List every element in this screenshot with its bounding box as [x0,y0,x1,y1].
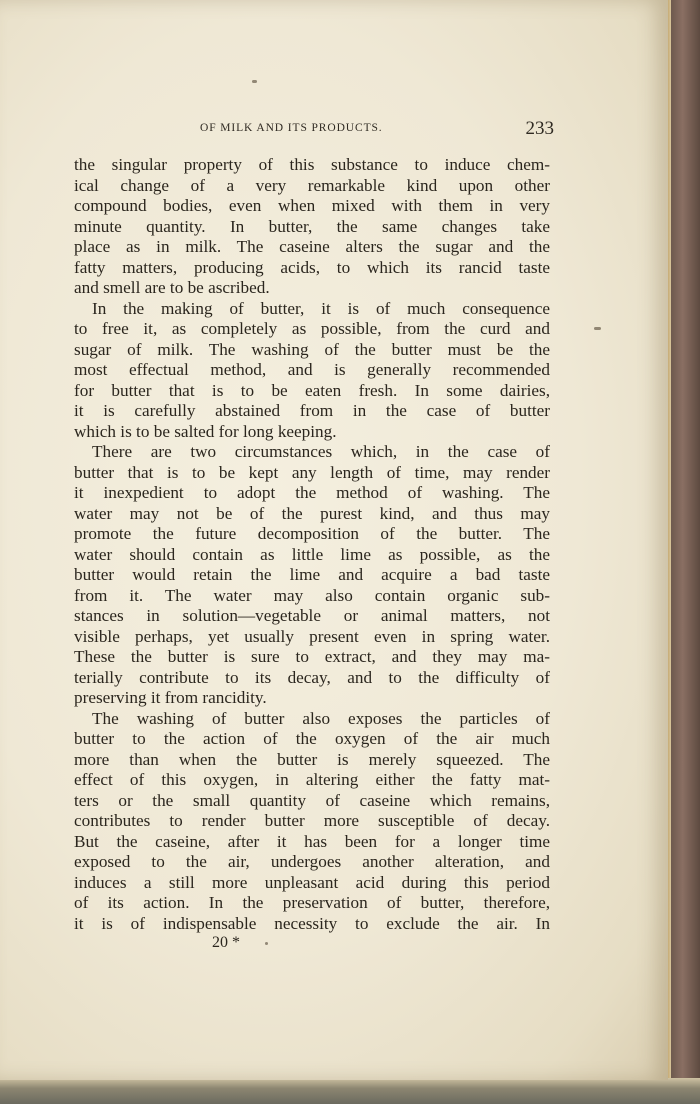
text-line: and smell are to be ascribed. [74,278,270,297]
text-line: terially contribute to its decay, and to the difficulty of [74,667,550,687]
paper-speck [252,80,257,83]
text-line: butter that is to be kept any length of time, may render [74,462,550,482]
running-head [200,120,560,142]
page-number: 233 [525,118,554,139]
text-line: to free it, as completely as possible, from the curd and [74,319,550,338]
text-line: ical change of a very remarkable kind upon other [74,175,550,195]
text-line: of its action. In the preservation of butter, therefore, [74,893,550,912]
text-line: minute quantity. In butter, the same changes take [74,216,550,236]
text-line: most effectual method, and is generally recommended [74,360,550,379]
text-line: promote the future decomposition of the butter. The [74,524,550,543]
text-line: place as in milk. The caseine alters the sugar and the [74,237,550,256]
text-line: which is to be salted for long keeping. [74,421,337,441]
text-line: water may not be of the purest kind, and thus may [74,503,550,523]
paper-speck [594,327,601,330]
text-line: The washing of butter also exposes the particles of [92,708,550,728]
signature-mark: 20 * [212,934,240,951]
text-line: more than when the butter is merely squeezed. The [74,749,550,769]
page-bottom-edge [0,1078,700,1104]
text-line: preserving it from rancidity. [74,688,267,707]
text-line: fatty matters, producing acids, to which its rancid taste [74,257,550,277]
text-line: effect of this oxygen, in altering either the fatty mat- [74,770,550,789]
text-line: induces a still more unpleasant acid during this period [74,872,550,892]
text-line: compound bodies, even when mixed with them in very [74,196,550,215]
book-cover-edge [671,0,700,1104]
text-line: stances in solution—vegetable or animal matters, not [74,606,550,625]
text-line: butter would retain the lime and acquire a bad taste [74,565,550,584]
text-line: In the making of butter, it is of much consequence [92,298,550,318]
text-line: These the butter is sure to extract, and they may ma- [74,647,550,666]
running-title: OF MILK AND ITS PRODUCTS. [200,122,383,134]
text-line: for butter that is to be eaten fresh. In some dairies, [74,380,550,400]
text-line: butter to the action of the oxygen of the air much [74,729,550,748]
paper-speck [265,942,268,945]
text-line: it inexpedient to adopt the method of washing. The [74,483,550,502]
text-line: ters or the small quantity of caseine which remains, [74,790,550,810]
text-line: from it. The water may also contain organic sub- [74,585,550,605]
text-line: water should contain as little lime as possible, as the [74,544,550,564]
text-line: contributes to render butter more susceptible of decay. [74,811,550,830]
text-line: But the caseine, after it has been for a longer time [74,831,550,851]
text-line: There are two circumstances which, in the case of [92,442,550,461]
text-line: visible perhaps, yet usually present even in spring water. [74,626,550,646]
text-line: sugar of milk. The washing of the butter must be the [74,339,550,359]
text-line: the singular property of this substance to induce chem- [74,155,550,174]
text-line: exposed to the air, undergoes another alteration, and [74,852,550,871]
text-line: it is of indispensable necessity to exclude the air. In [74,913,550,933]
text-line: it is carefully abstained from in the case of butter [74,401,550,420]
body-text [74,155,550,934]
